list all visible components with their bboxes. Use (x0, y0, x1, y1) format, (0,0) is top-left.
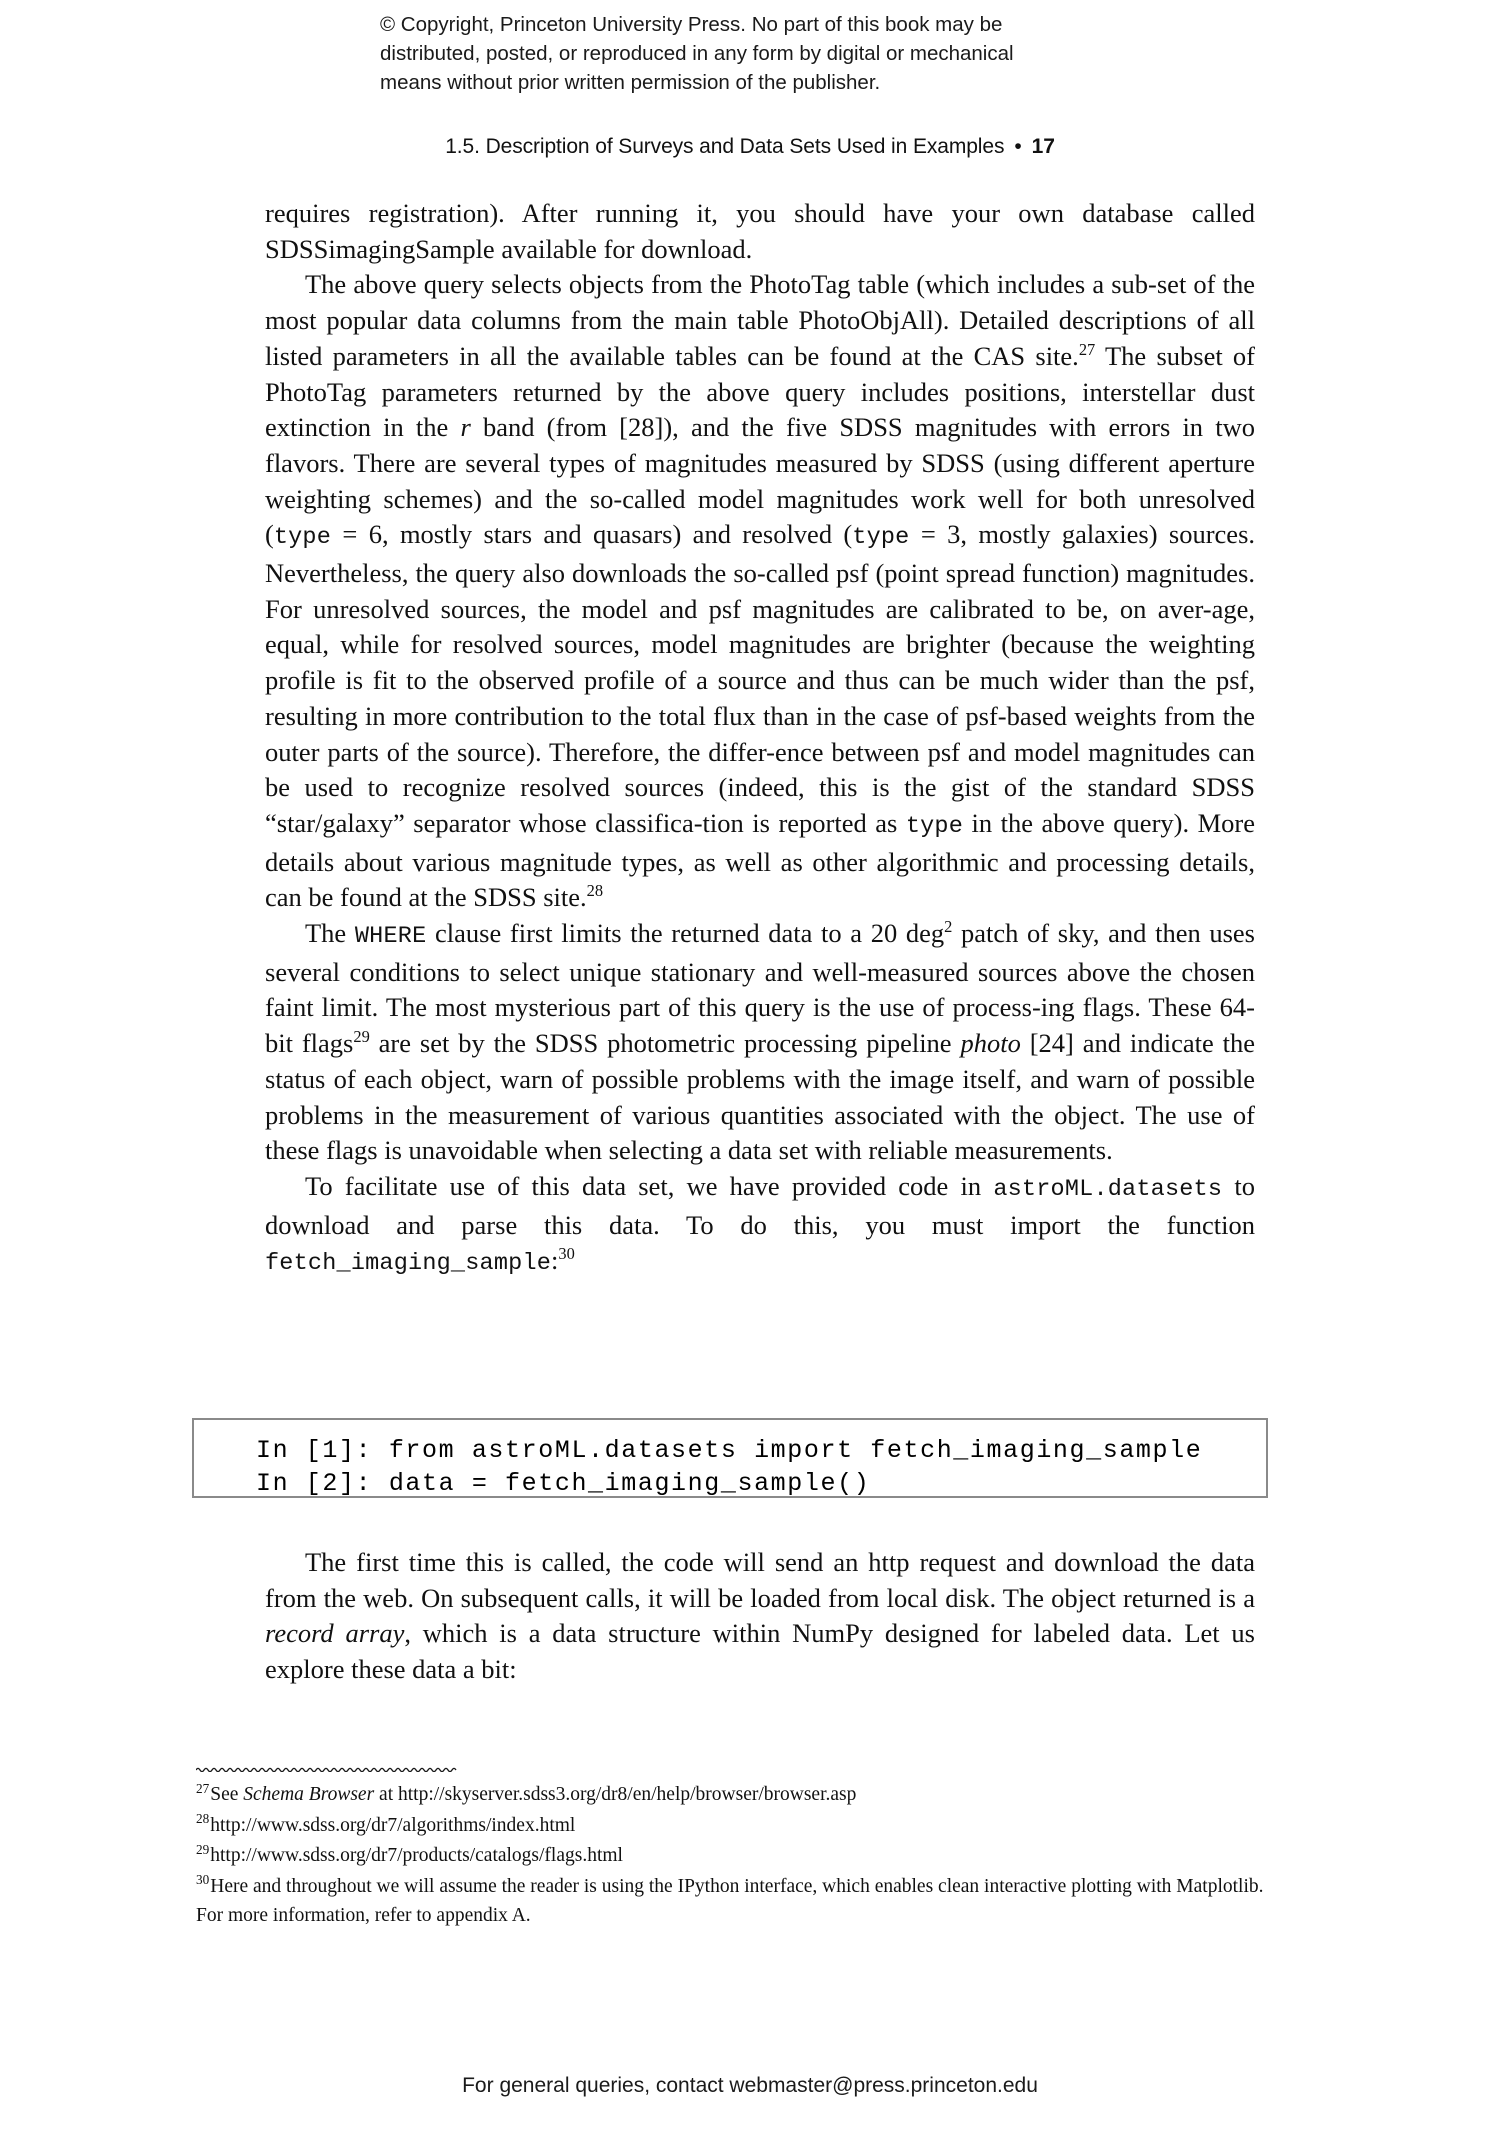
footnote-item (196, 1841, 1268, 1871)
paragraph-text: The subset of PhotoTag parameters returned by the above query includes positions, interstellar dust extinction in the (265, 340, 1256, 443)
paragraph-where-clause (265, 916, 1255, 1169)
footnote-list (196, 1780, 1268, 1932)
page-number: 17 (1031, 135, 1055, 158)
paragraph-text: are set by the SDSS photometric processing pipeline (369, 1028, 961, 1059)
code-token-type-1: type (273, 524, 332, 552)
paragraph-text: patch of sky, and then uses several conditions to select unique stationary and well-measured sources above the chosen faint limit. The most mysterious part of this query is the use of process-ing flags. These 64-bit flags (265, 918, 1255, 1059)
main-text-column (265, 196, 1255, 1282)
page-footer-text: For general queries, contact webmaster@press.princeton.edu (462, 2074, 1038, 2097)
paragraph-phototag (265, 267, 1255, 916)
paragraph-continuation (265, 196, 1255, 267)
footnote-url: at http://skyserver.sdss3.org/dr8/en/help/browser/browser.asp (374, 1784, 857, 1805)
paragraph-text: clause first limits the returned data to a 20 deg (426, 918, 945, 949)
paragraph-text: : (551, 1245, 559, 1276)
paragraph-record-array (265, 1545, 1255, 1688)
paragraph-text: The (305, 918, 355, 949)
code-token-where: WHERE (354, 923, 427, 951)
footnote-separator (196, 1762, 458, 1772)
paragraph-text: requires registration). After running it, you should have your own database called SDSSimagingSample available for download. (265, 198, 1255, 264)
footnote-marker: 30 (196, 1872, 210, 1887)
footnote-italic-title: Schema Browser (243, 1784, 375, 1805)
paragraph-text: in the above query). More details about various magnitude types, as well as other algorithmic and processing details, can be found at the SDSS site. (265, 807, 1255, 913)
code-token-type-3: type (905, 812, 964, 840)
footnote-ref-27: 27 (1078, 339, 1096, 359)
code-block (192, 1418, 1268, 1498)
paragraph-text: = 6, mostly stars and quasars) and resolved ( (331, 519, 853, 550)
copyright-notice (380, 10, 1120, 97)
footnote-ref-28: 28 (586, 881, 604, 901)
footnote-marker: 29 (196, 1841, 210, 1857)
wavy-line-icon (196, 1765, 458, 1772)
running-head-separator: • (1014, 135, 1022, 158)
code-line-2: In [2]: data = fetch_imaging_sample() (256, 1469, 871, 1498)
footnote-text: Here and throughout we will assume the reader is using the IPython interface, which enables clean interactive plotting with Matplotlib. For more information, refer to appendix A. (196, 1875, 1264, 1926)
footnote-url: http://www.sdss.org/dr7/products/catalogs/flags.html (210, 1845, 623, 1866)
main-text-column-lower (265, 1545, 1255, 1688)
paragraph-astroml-datasets (265, 1169, 1255, 1282)
code-token-fetch-imaging-sample: fetch_imaging_sample (265, 1250, 552, 1278)
code-line-1: In [1]: from astroML.datasets import fetch_imaging_sample (256, 1436, 1203, 1465)
footnote-item (196, 1780, 1268, 1810)
photo-pipeline-name: photo (960, 1028, 1021, 1059)
r-band-symbol: r (460, 412, 471, 443)
paragraph-text: The first time this is called, the code will send an http request and download the data from the web. On subsequent calls, it will be loaded from local disk. The object returned is a (265, 1547, 1255, 1613)
paragraph-text: band (from [28]), and the five SDSS magnitudes with errors in two flavors. There are several types of magnitudes measured by SDSS (using different aperture weighting schemes) and the so-called model magnitudes work well for both unresolved ( (265, 412, 1255, 550)
paragraph-text: The above query selects objects from the PhotoTag table (which includes a sub-set of the most popular data columns from the main table PhotoObjAll). Detailed descriptions of all listed parameters in all the available tables can be found at the CAS site. (265, 269, 1255, 371)
footnote-ref-29: 29 (353, 1027, 370, 1047)
code-token-type-2: type (852, 524, 910, 552)
paragraph-text: to download and parse this data. To do this, you must import the function (265, 1170, 1255, 1240)
footnote-text: See (210, 1784, 244, 1805)
copyright-line-2: distributed, posted, or reproduced in any form by digital or mechanical (380, 42, 1014, 65)
record-array-term: record array (265, 1618, 405, 1649)
footnote-item (196, 1811, 1268, 1841)
footnote-url: http://www.sdss.org/dr7/algorithms/index.html (210, 1814, 576, 1836)
footnote-marker: 28 (196, 1811, 210, 1826)
page-footer (0, 2074, 1500, 2098)
footnote-item (196, 1872, 1268, 1931)
running-head (180, 135, 1320, 159)
code-token-astroml-datasets: astroML.datasets (993, 1175, 1223, 1203)
paragraph-text: , which is a data structure within NumPy designed for labeled data. Let us explore these data a bit: (265, 1618, 1255, 1685)
copyright-line-3: means without prior written permission of the publisher. (380, 71, 881, 94)
paragraph-text: [24] and indicate the status of each object, warn of possible problems with the image itself, and warn of possible problems in the measurement of various quantities associated with the object. The use of these flags is unavoidable when selecting a data set with reliable measurements. (265, 1028, 1255, 1166)
copyright-line-1: © Copyright, Princeton University Press. No part of this book may be (380, 13, 1003, 36)
paragraph-text: To facilitate use of this data set, we have provided code in (305, 1170, 994, 1201)
paragraph-text: = 3, mostly galaxies) sources. Nevertheless, the query also downloads the so-called psf (point spread function) magnitudes. For unresolved sources, the model and psf magnitudes are calibrated to be, on aver-age, equal, while for resolved sources, model magnitudes are brighter (because the weighting profile is fit to the observed profile of a source and thus can be much wider than the psf, resulting in more contribution to the total flux than in the case of psf-based weights from the outer parts of the source). Therefore, the differ-ence between psf and model magnitudes can be used to recognize resolved sources (indeed, this is the gist of the standard SDSS “star/galaxy” separator whose classifica-tion is reported as (265, 519, 1256, 838)
footnote-marker: 27 (196, 1780, 210, 1796)
footnote-ref-30: 30 (558, 1244, 575, 1264)
degree-squared-exponent: 2 (944, 917, 953, 937)
running-head-section: 1.5. Description of Surveys and Data Sets Used in Examples (445, 135, 1005, 158)
